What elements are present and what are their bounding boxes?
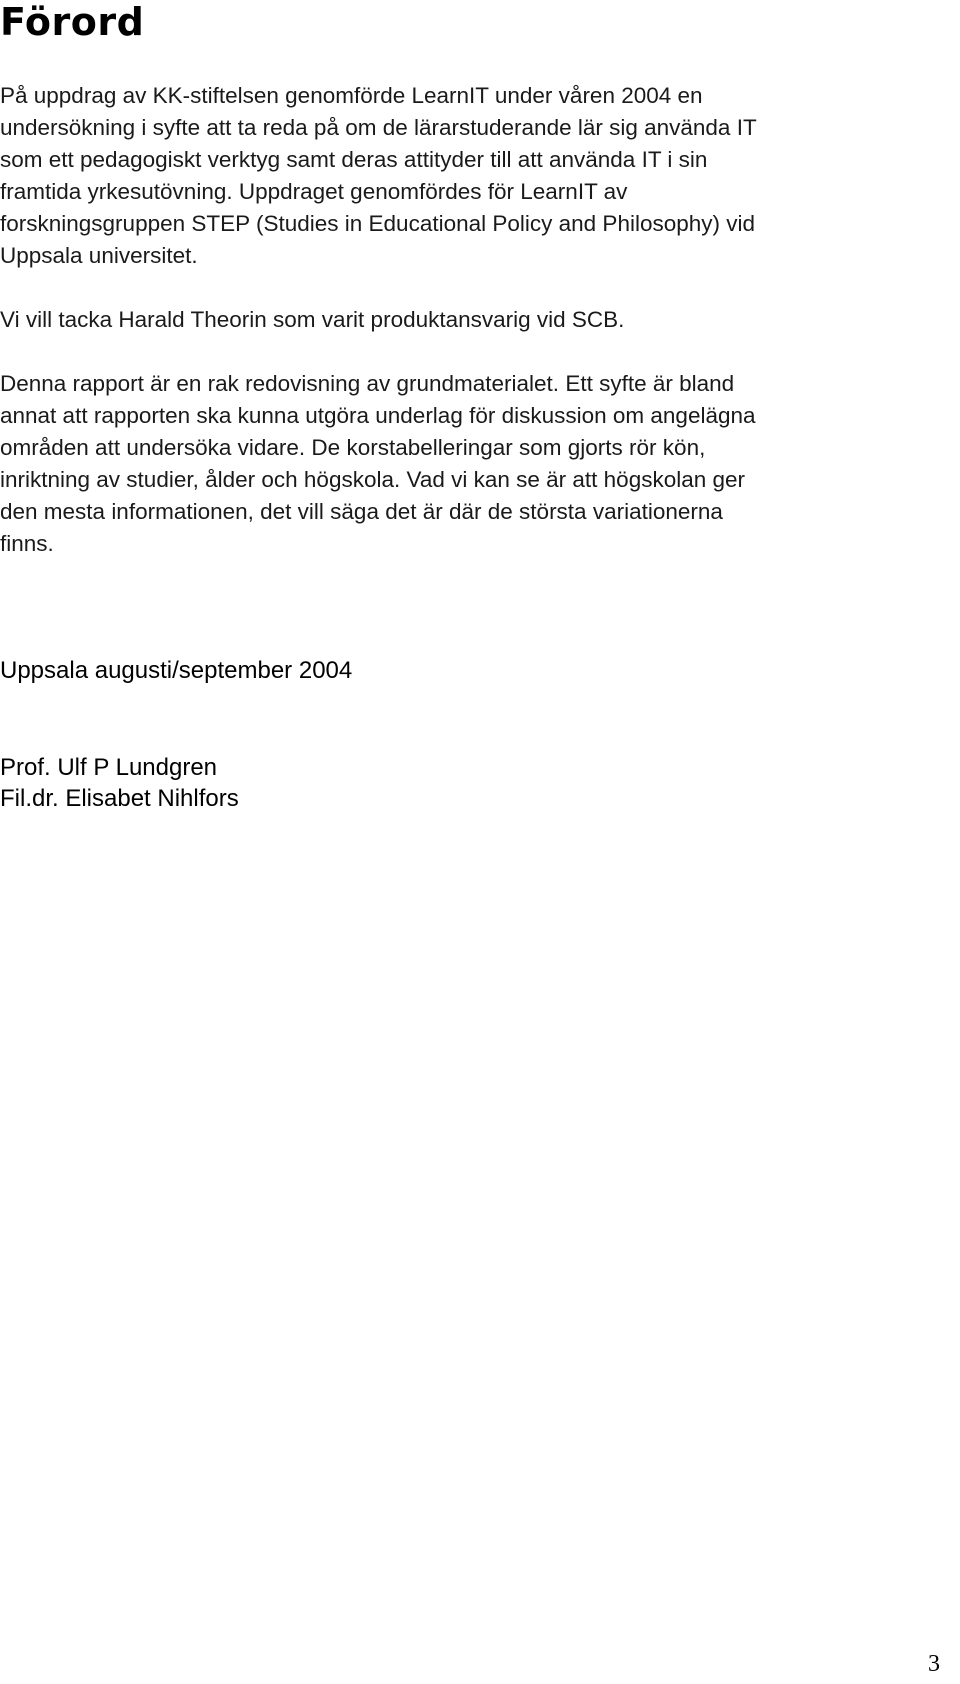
paragraph-thanks: [0, 304, 945, 336]
text-line: den mesta informationen, det vill säga det är där de största variationerna: [0, 499, 723, 524]
text-line: annat att rapporten ska kunna utgöra underlag för diskussion om angelägna: [0, 403, 756, 428]
page-title: Förord: [0, 0, 145, 44]
signature-block: [0, 752, 239, 814]
text-line: undersökning i syfte att ta reda på om de lärarstuderande lär sig använda IT: [0, 115, 757, 140]
signatory-name: Fil.dr. Elisabet Nihlfors: [0, 785, 239, 812]
text-line: framtida yrkesutövning. Uppdraget genomfördes för LearnIT av: [0, 179, 628, 204]
text-line: Uppsala universitet.: [0, 243, 198, 268]
page-number: 3: [928, 1651, 940, 1677]
text-line: På uppdrag av KK-stiftelsen genomförde LearnIT under våren 2004 en: [0, 83, 703, 108]
text-line: inriktning av studier, ålder och högskola. Vad vi kan se är att högskolan ger: [0, 467, 746, 492]
text-line: Denna rapport är en rak redovisning av grundmaterialet. Ett syfte är bland: [0, 371, 735, 396]
paragraph-report-purpose: [0, 368, 945, 560]
paragraph-intro: [0, 80, 945, 272]
text-line: som ett pedagogiskt verktyg samt deras attityder till att använda IT i sin: [0, 147, 708, 172]
signatory-name: Prof. Ulf P Lundgren: [0, 754, 218, 781]
text-line: områden att undersöka vidare. De korstabelleringar som gjorts rör kön,: [0, 435, 706, 460]
text-line: finns.: [0, 531, 54, 556]
text-line: forskningsgruppen STEP (Studies in Educational Policy and Philosophy) vid: [0, 211, 756, 236]
place-and-date: Uppsala augusti/september 2004: [0, 657, 353, 684]
text-line: Vi vill tacka Harald Theorin som varit produktansvarig vid SCB.: [0, 307, 625, 332]
